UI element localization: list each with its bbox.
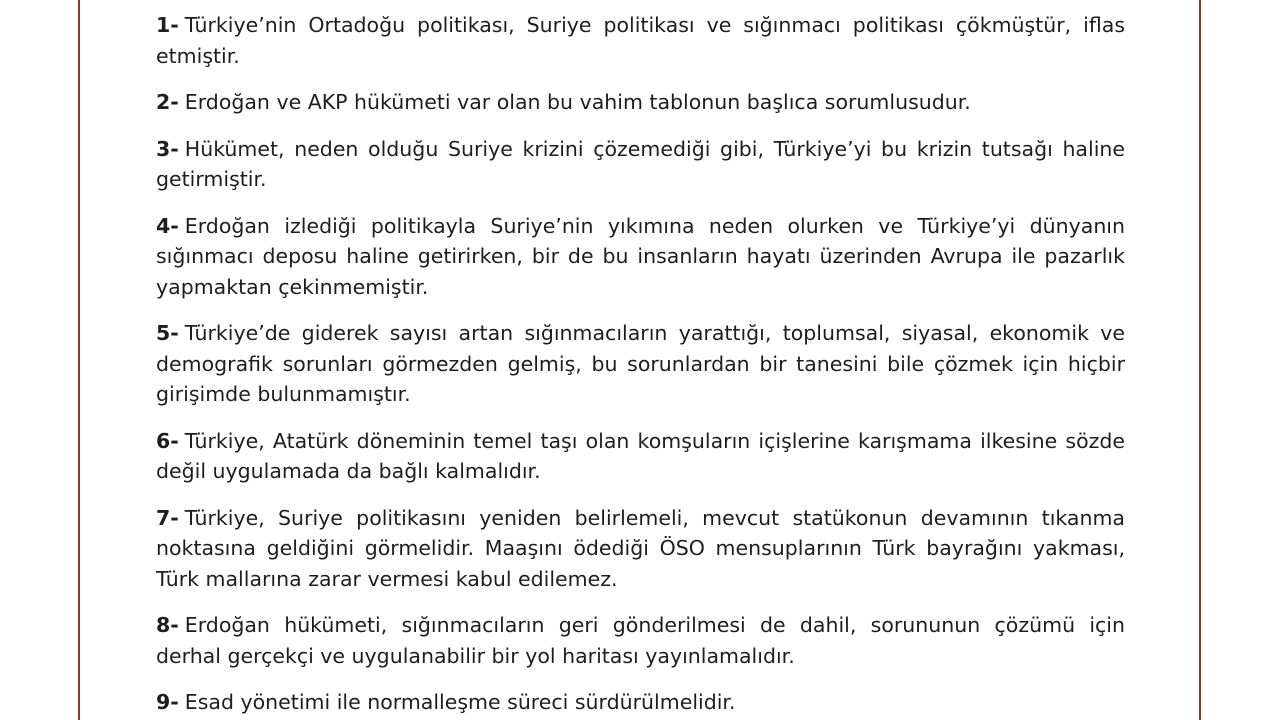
item-text: Türkiye’de giderek sayısı artan sığınmacıların yarattığı, toplumsal, siyasal, ekonomik ve demografik sorunları görmezden gelmiş, bu sorunlardan bir tanesini bile çözmek için hiçbir girişimde bulunmamıştır. [156,321,1125,406]
numbered-list [156,10,1125,720]
item-text: Hükümet, neden olduğu Suriye krizini çözemediği gibi, Türkiye’yi bu krizin tutsağı haline getirmiştir. [156,136,1125,191]
item-number: 6- [156,428,179,453]
list-item-5 [156,318,1125,410]
item-text: Erdoğan izlediği politikayla Suriye’nin yıkımına neden olurken ve Türkiye’yi dünyanın sığınmacı deposu haline getirirken, bir de bu insanların hayatı üzerinden Avrupa ile pazarlık yapmaktan çekinmemiştir. [156,213,1125,299]
item-number: 5- [156,321,179,345]
item-text: Türkiye, Atatürk döneminin temel taşı olan komşuların içişlerine karışmama ilkesine sözde değil uygulamada da bağlı kalmalıdır. [156,428,1125,483]
item-text: Erdoğan hükümeti, sığınmacıların geri gönderilmesi de dahil, sorununun çözümü için derhal gerçekçi ve uygulanabilir bir yol haritası yayınlamalıdır. [156,613,1125,668]
item-number: 1- [156,13,179,37]
item-number: 9- [156,690,179,714]
list-item-8 [156,610,1125,671]
item-text: Türkiye, Suriye politikasını yeniden belirlemeli, mevcut statükonun devamının tıkanma noktasına geldiğini görmelidir. Maaşını ödediği ÖSO mensuplarının Türk bayrağını yakması, Türk mallarına zarar vermesi kabul edilemez. [156,505,1125,591]
list-item-6 [156,426,1125,487]
page-border-right [1199,0,1201,720]
item-number: 2- [156,90,179,114]
item-number: 8- [156,613,179,637]
item-text: Erdoğan ve AKP hükümeti var olan bu vahim tablonun başlıca sorumlusudur. [184,90,971,114]
item-number: 7- [156,505,179,530]
item-number: 3- [156,136,179,161]
list-item-4 [156,211,1125,303]
page-border-left [78,0,80,720]
list-item-1 [156,10,1125,71]
item-text: Esad yönetimi ile normalleşme süreci sürdürülmelidir. [184,690,736,714]
list-item-7 [156,503,1125,595]
list-item-2 [156,87,1125,118]
list-item-3 [156,134,1125,195]
item-text: Türkiye’nin Ortadoğu politikası, Suriye politikası ve sığınmacı politikası çökmüştür, iflas etmiştir. [156,13,1125,68]
list-item-9 [156,687,1125,718]
item-number: 4- [156,213,179,238]
